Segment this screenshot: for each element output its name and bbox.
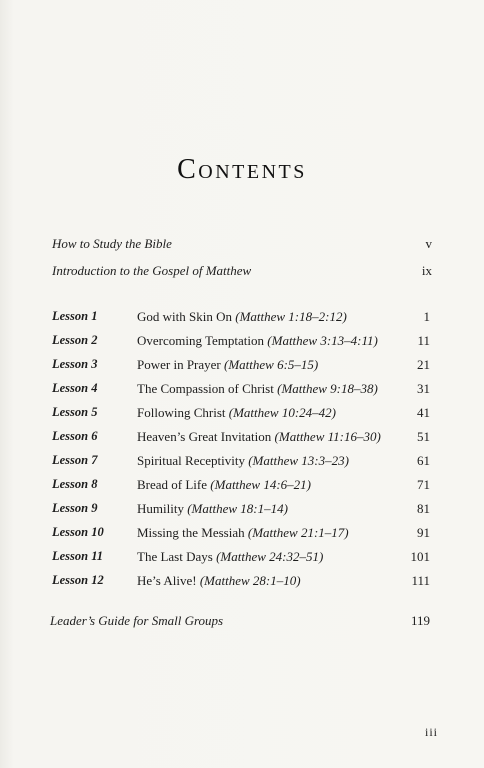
toc-entry-introduction — [52, 263, 432, 279]
lesson-title: The Last Days — [137, 549, 213, 564]
toc-entry-leaders-guide — [50, 613, 430, 629]
scripture-reference: (Matthew 3:13–4:11) — [267, 333, 378, 348]
page-title: Contents — [177, 154, 307, 185]
lesson-entry — [52, 429, 430, 451]
lesson-page: 111 — [411, 573, 430, 588]
lesson-number: Lesson 4 — [52, 381, 98, 395]
lesson-number: Lesson 6 — [52, 429, 98, 443]
lesson-title: Spiritual Receptivity — [137, 453, 245, 468]
scripture-reference: (Matthew 9:18–38) — [277, 381, 378, 396]
lesson-title: Humility — [137, 501, 184, 516]
lesson-entry — [52, 477, 430, 499]
scripture-reference: (Matthew 21:1–17) — [247, 525, 349, 540]
toc-entry-how-to-study — [52, 236, 432, 252]
lesson-page: 91 — [417, 525, 430, 540]
lesson-page: 61 — [417, 453, 430, 468]
lesson-entry — [52, 309, 430, 331]
lesson-entry — [52, 501, 430, 523]
lesson-entry — [52, 453, 430, 475]
lesson-entry — [52, 525, 430, 547]
lesson-number: Lesson 9 — [52, 501, 98, 515]
toc-entry-label: Introduction to the Gospel of Matthew — [52, 263, 252, 278]
lesson-title: Heaven’s Great Invitation — [137, 429, 272, 444]
scripture-reference: (Matthew 13:3–23) — [248, 453, 349, 468]
lesson-page: 71 — [417, 477, 430, 492]
lesson-number: Lesson 8 — [52, 477, 98, 491]
lesson-number: Lesson 7 — [52, 453, 98, 467]
lesson-title: God with Skin On — [137, 309, 232, 324]
lesson-number: Lesson 2 — [52, 333, 98, 347]
scripture-reference: (Matthew 14:6–21) — [210, 477, 312, 492]
lesson-number: Lesson 3 — [52, 357, 98, 371]
scripture-reference: (Matthew 11:16–30) — [274, 429, 381, 444]
lesson-title: Missing the Messiah — [137, 525, 245, 540]
lesson-entry — [52, 405, 430, 427]
scripture-reference: (Matthew 28:1–10) — [199, 573, 301, 588]
lesson-title: Overcoming Temptation — [137, 333, 265, 348]
page-number: iii — [424, 725, 438, 739]
lesson-number: Lesson 5 — [52, 405, 98, 419]
toc-entry-page: v — [425, 236, 432, 251]
scripture-reference: (Matthew 18:1–14) — [187, 501, 288, 516]
lesson-title: He’s Alive! — [137, 573, 197, 588]
lesson-title: The Compassion of Christ — [137, 381, 274, 396]
lesson-number: Lesson 1 — [52, 309, 98, 323]
lesson-title: Following Christ — [137, 405, 226, 420]
scripture-reference: (Matthew 10:24–42) — [228, 405, 336, 420]
lesson-entry — [52, 381, 430, 403]
lesson-page: 41 — [417, 405, 430, 420]
lesson-number: Lesson 12 — [52, 573, 104, 587]
lesson-title: Bread of Life — [137, 477, 208, 492]
lesson-entry — [52, 549, 430, 571]
scripture-reference: (Matthew 6:5–15) — [224, 357, 319, 372]
lesson-page: 21 — [417, 357, 430, 372]
scripture-reference: (Matthew 24:32–51) — [216, 549, 324, 564]
lesson-number: Lesson 10 — [52, 525, 104, 539]
lesson-entry — [52, 333, 430, 355]
lesson-page: 1 — [423, 309, 430, 324]
lesson-page: 101 — [410, 549, 430, 564]
scripture-reference: (Matthew 1:18–2:12) — [235, 309, 347, 324]
toc-entry-label: Leader’s Guide for Small Groups — [50, 613, 224, 628]
lesson-page: 81 — [417, 501, 430, 516]
lesson-title: Power in Prayer — [137, 357, 221, 372]
lesson-entry — [52, 357, 430, 379]
lesson-page: 51 — [417, 429, 430, 444]
lesson-page: 31 — [417, 381, 430, 396]
toc-entry-page: 119 — [410, 613, 430, 628]
lesson-number: Lesson 11 — [52, 549, 104, 563]
toc-entry-label: How to Study the Bible — [52, 236, 172, 251]
lesson-entry — [52, 573, 430, 595]
lesson-page: 11 — [417, 333, 430, 348]
toc-entry-page: ix — [421, 263, 432, 278]
